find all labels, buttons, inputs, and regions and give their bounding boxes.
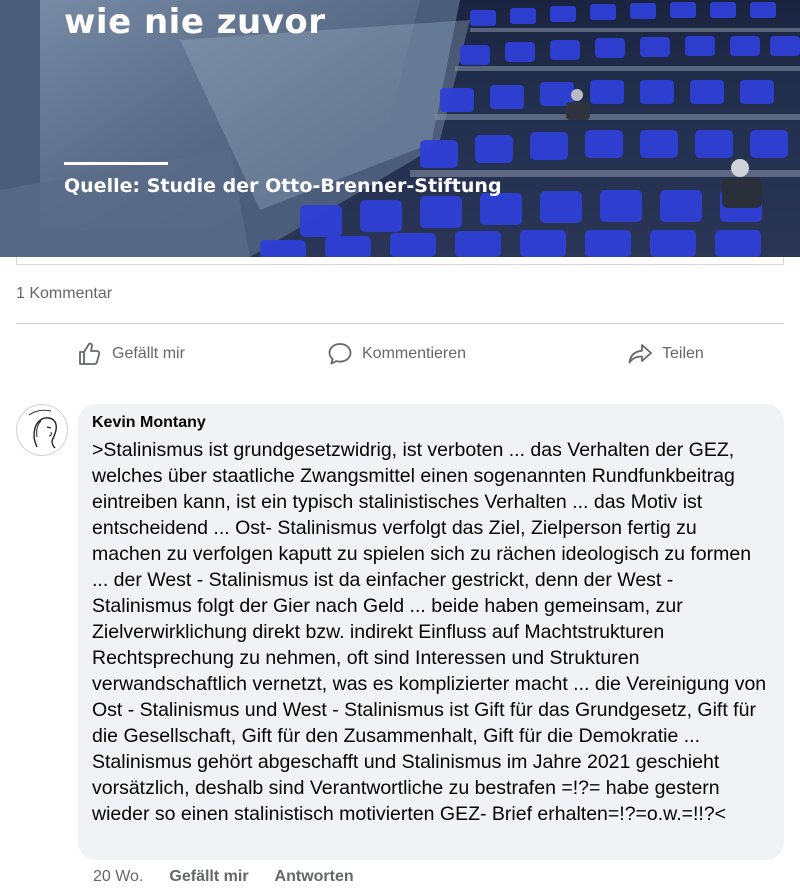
- comment-button[interactable]: [326, 338, 466, 370]
- thumbs-up-icon: [76, 340, 104, 368]
- speech-bubble-icon: [326, 340, 354, 368]
- divider: [16, 323, 784, 324]
- share-button[interactable]: [626, 338, 704, 370]
- like-button[interactable]: [76, 338, 185, 370]
- image-rule: [64, 162, 168, 165]
- image-source-caption: Quelle: Studie der Otto-Brenner-Stiftung: [64, 175, 502, 197]
- comment-label: Kommentieren: [362, 345, 467, 362]
- share-label: Teilen: [662, 345, 704, 362]
- share-arrow-icon: [626, 340, 654, 368]
- profile-sketch-icon: [17, 405, 68, 456]
- comment-author[interactable]: Kevin Montany: [92, 414, 206, 431]
- link-card-border: [16, 257, 784, 265]
- image-headline: wie nie zuvor: [64, 2, 326, 42]
- like-label: Gefällt mir: [112, 345, 185, 362]
- comment-actions: [93, 868, 354, 886]
- comment-count[interactable]: 1 Kommentar: [16, 285, 113, 302]
- post-image[interactable]: [0, 0, 800, 257]
- comment-text: >Stalinismus ist grundgesetzwidrig, ist verboten ... das Verhalten der GEZ, welches über staatliche Zwangsmittel einen sogenannten Rundfunkbeitrag eintreiben kann, ist ein typisch stalinistisches Verhalten ... das Motiv ist entscheidend ... Ost- Stalinismus verfolgt das Ziel, Zielperson fertig zu machen zu verfolgen kaputt zu spielen sich zu rächen ideologisch zu formen ... der West - Stalinismus ist da einfacher gestrickt, denn der West - Stalinismus folgt der Gier nach Geld ... beide haben gemeinsam, zur Zielverwirklichung direkt bzw. indirekt Einfluss auf Machtstrukturen Rechtsprechung zu nehmen, oft sind Interessen und Strukturen verwandschaftlich vernetzt, was es komplizierter macht ... die Vereinigung von Ost - Stalinismus und West - Stalinismus ist Gift für das Grundgesetz, Gift für die Gesellschaft, Gift für den Zusammenhalt, Gift für die Demokratie ... Stalinismus gehört abgeschafft und Stalinismus im Jahre 2021 geschieht vorsätzlich, deshalb sind Verantwortliche zu bestrafen =!?= habe gestern wieder so einen stalinistisch motivierten GEZ- Brief erhalten=!?=o.w.=!!?<: [92, 439, 767, 825]
- comment-timestamp[interactable]: 20 Wo.: [93, 868, 144, 885]
- comment-reply-link[interactable]: Antworten: [274, 868, 354, 885]
- comment-bubble: [78, 404, 784, 860]
- avatar[interactable]: [16, 404, 68, 456]
- comment-like-link[interactable]: Gefällt mir: [169, 868, 249, 885]
